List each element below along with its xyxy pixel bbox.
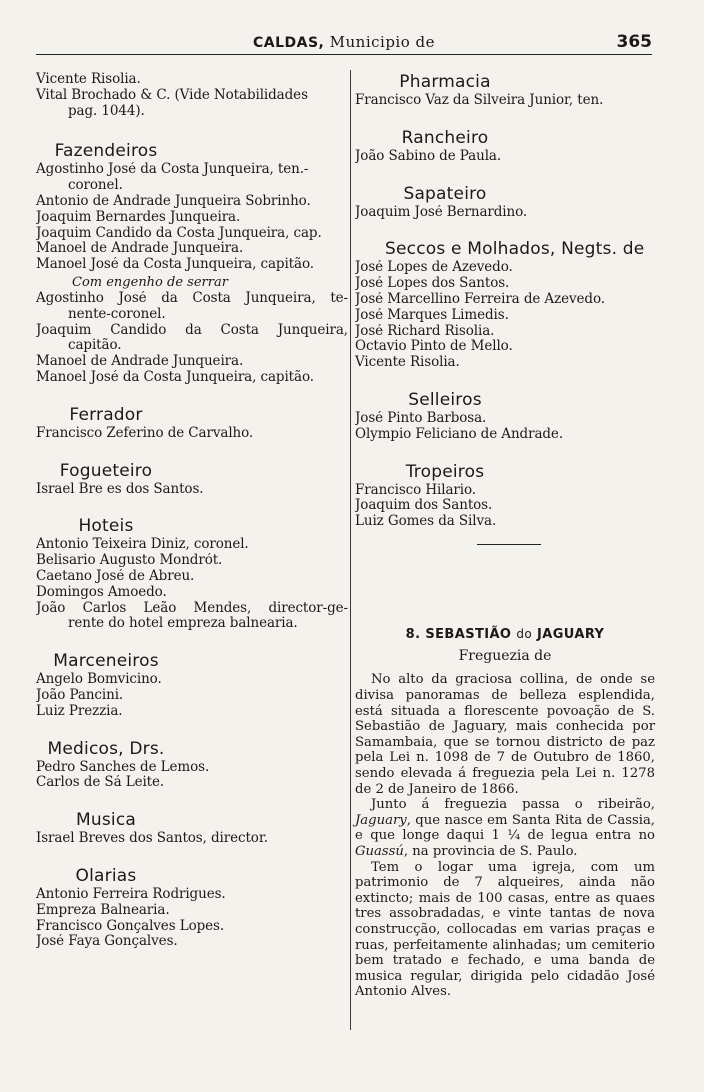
section-heading-tropeiros: Tropeiros (405, 461, 485, 482)
list-item: Pedro Sanches de Lemos. (36, 759, 210, 775)
list-item: Luiz Gomes da Silva. (355, 514, 497, 530)
list-item: Francisco Vaz da Silveira Junior, ten. (355, 93, 604, 108)
list-item: Antonio de Andrade Junqueira Sobrinho. (36, 193, 311, 209)
paragraph-text: , que nasce em Santa Rita de Cassia, e que longe daqui 1 ¼ de legua entra no (355, 812, 655, 844)
list-item: Vicente Risolia. (355, 355, 460, 371)
list-item: pag. 1044). (68, 103, 145, 119)
list-item: Luiz Prezzia. (36, 703, 123, 719)
list-item: capitão. (68, 338, 122, 354)
section-heading-fazendeiros: Fazendeiros (54, 141, 158, 162)
list-item: Belisario Augusto Mondrót. (36, 553, 223, 569)
section-heading-hoteis: Hoteis (78, 516, 134, 537)
section-heading-pharmacia: Pharmacia (399, 72, 491, 92)
region-name: SEBASTIÃO (425, 627, 512, 643)
region-place: JAGUARY (537, 627, 605, 643)
town-name: CALDAS, (252, 35, 325, 51)
list-item: Manoel de Andrade Junqueira. (36, 354, 244, 370)
list-item: José Richard Risolia. (355, 323, 495, 339)
section-end-rule (477, 544, 541, 546)
river-name-jaguary: Jaguary (355, 812, 407, 828)
list-item: José Faya Gonçalves. (36, 934, 178, 950)
list-item: Manoel de Andrade Junqueira. (36, 241, 244, 257)
list-item: Agostinho José da Costa Junqueira, ten.- (36, 162, 309, 178)
list-item: João Sabino de Paula. (355, 148, 502, 164)
list-item: Octavio Pinto de Mello. (355, 339, 513, 355)
list-item: José Marques Limedis. (355, 307, 509, 323)
paragraph-text: , na provincia de S. Paulo. (403, 843, 578, 859)
list-item: Joaquim Candido da Costa Junqueira, (36, 322, 348, 338)
list-item: Carlos de Sá Leite. (36, 775, 165, 791)
list-item: Francisco Zeferino de Carvalho. (36, 425, 254, 441)
list-item: Francisco Hilario. (355, 482, 476, 498)
page-number: 365 (616, 32, 652, 52)
list-item: Caetano José de Abreu. (36, 568, 195, 584)
left-column (36, 72, 348, 950)
list-item: Vicente Risolia. (36, 72, 141, 87)
region-title (355, 627, 655, 642)
list-item: Antonio Teixeira Diniz, coronel. (36, 537, 249, 553)
subheading-engenho: Com engenho de serrar (72, 274, 228, 290)
region-subtitle: Freguezia de (458, 648, 552, 665)
section-heading-seccos: Seccos e Molhados, Negts. de (385, 239, 645, 260)
running-head (36, 33, 652, 51)
list-item: Olympio Feliciano de Andrade. (355, 426, 564, 442)
list-item: rente do hotel empreza balnearia. (68, 616, 298, 632)
right-column (355, 72, 655, 1000)
list-item: Francisco Gonçalves Lopes. (36, 918, 225, 934)
list-item: nente-coronel. (68, 306, 166, 322)
page-header (36, 30, 652, 55)
section-heading-marceneiros: Marceneiros (53, 651, 159, 672)
list-item: Joaquim Bernardes Junqueira. (36, 209, 241, 225)
river-name-guassu: Guassú (355, 843, 404, 859)
paragraph-text: Junto á freguezia passa o ribeirão, (371, 797, 655, 813)
list-item: coronel. (68, 178, 123, 194)
list-item: Joaquim dos Santos. (355, 498, 493, 514)
list-item: Manoel José da Costa Junqueira, capitão. (36, 257, 314, 273)
list-item: Empreza Balnearia. (36, 902, 170, 918)
section-heading-medicos: Medicos, Drs. (47, 738, 165, 759)
list-item: Israel Bre es dos Santos. (36, 481, 204, 497)
column-divider (350, 70, 351, 1030)
municipality-label: Municipio de (329, 33, 436, 51)
section-heading-olarias: Olarias (75, 865, 137, 886)
section-heading-selleiros: Selleiros (408, 389, 482, 410)
list-item: João Pancini. (36, 687, 124, 703)
section-heading-musica: Musica (76, 810, 136, 831)
list-item: Joaquim José Bernardino. (355, 204, 528, 220)
list-item: José Lopes dos Santos. (355, 276, 510, 292)
section-heading-fogueteiro: Fogueteiro (59, 460, 153, 481)
list-item: Manoel José da Costa Junqueira, capitão. (36, 369, 314, 385)
list-item: Antonio Ferreira Rodrigues. (36, 886, 226, 902)
section-heading-rancheiro: Rancheiro (401, 127, 489, 148)
region-number: 8. (405, 627, 421, 643)
list-item: Vital Brochado & C. (Vide Notabilidades (36, 87, 308, 103)
description-paragraph-1: No alto da graciosa collina, de onde se divisa panoramas de belleza esplendida, está situada a florescente povoação de S. Sebastião de Jaguary, mais conhecida por Samambaia, que se tornou districto de paz pela Lei n. 1098 de 7 de Outubro de 1860, sendo elevada á freguezia pela Lei n. 1278 de 2 de Janeiro de 1866. (355, 672, 655, 797)
list-item: José Pinto Barbosa. (355, 410, 487, 426)
description-paragraph-3: Tem o logar uma igreja, com um patrimonio de 7 alqueires, ainda não extincto; mais de 100 casas, entre as quaes tres assobradadas, e vinte tantas de nova construcção, collocadas em varias praças e ruas, perfeitamente alinhadas; um cemiterio bem tratado e fechado, e uma banda de musica regular, dirigida pelo cidadão José Antonio Alves. (355, 859, 655, 1000)
section-heading-ferrador: Ferrador (69, 404, 143, 425)
list-item: Domingos Amoedo. (36, 584, 167, 600)
list-item: Angelo Bomvicino. (36, 672, 162, 688)
section-heading-sapateiro: Sapateiro (403, 183, 487, 204)
list-item: José Marcellino Ferreira de Azevedo. (355, 291, 605, 307)
region-connector: do (516, 627, 533, 642)
list-item: Joaquim Candido da Costa Junqueira, cap. (36, 225, 322, 241)
list-item: José Lopes de Azevedo. (355, 260, 513, 276)
list-item: Agostinho José da Costa Junqueira, te- (36, 290, 348, 306)
list-item: Israel Breves dos Santos, director. (36, 831, 268, 847)
list-item: João Carlos Leão Mendes, director-ge- (36, 600, 348, 616)
description-paragraph-2 (355, 797, 655, 859)
